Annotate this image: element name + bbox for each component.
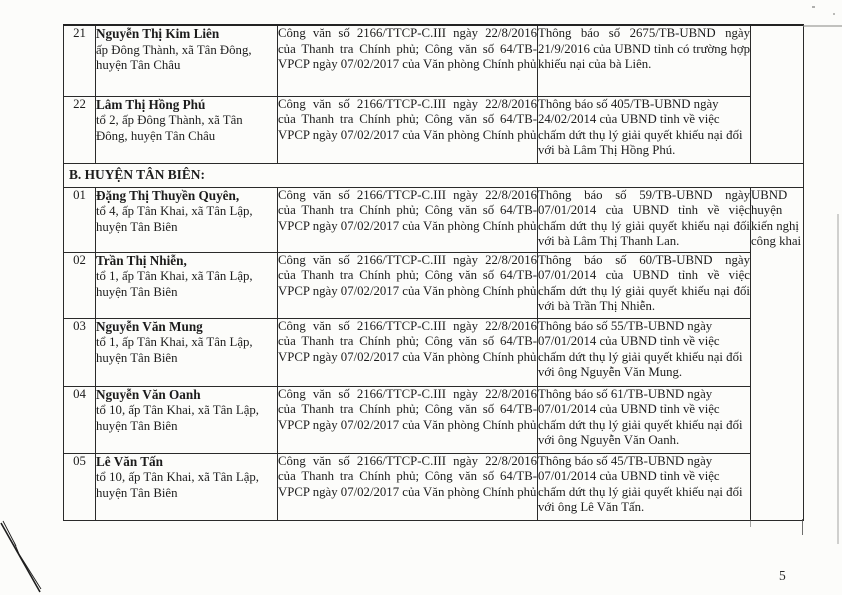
official-letter-cell: Công văn số 2166/TTCP-C.III ngày 22/8/2016 của Thanh tra Chính phủ; Công văn số 64/TB-VPCP ngày 07/02/2017 của Văn phòng Chính phủ (278, 318, 538, 386)
scan-artifact-right-edge (837, 214, 839, 544)
row-number: 04 (64, 386, 96, 453)
scan-artifact-top-line (803, 25, 842, 27)
note-cell-section-a (751, 25, 804, 163)
table-row (64, 453, 804, 520)
table-row (64, 25, 804, 96)
complainant-cell (96, 318, 278, 386)
notice-cell: Thông báo số 61/TB-UBND ngày 07/01/2014 của UBND tỉnh về việc chấm dứt thụ lý giải quyết khiếu nại đối với ông Nguyễn Văn Oanh. (538, 386, 751, 453)
page-number: 5 (779, 568, 786, 583)
table-row (64, 318, 804, 386)
scan-artifact-border-stub (750, 519, 751, 527)
complaint-resolution-table (63, 24, 804, 521)
notice-cell: Thông báo số 55/TB-UBND ngày 07/01/2014 của UBND tỉnh về việc chấm dứt thụ lý giải quyết khiếu nại đối với ông Nguyễn Văn Mung. (538, 318, 751, 386)
complainant-address: tổ 2, ấp Đông Thành, xã Tân Đông, huyện Tân Châu (96, 113, 243, 143)
official-letter-cell: Công văn số 2166/TTCP-C.III ngày 22/8/2016 của Thanh tra Chính phủ; Công văn số 64/TB-VPCP ngày 07/02/2017 của Văn phòng Chính phủ (278, 187, 538, 252)
scan-artifact-border-stub (802, 519, 803, 535)
official-letter-cell: Công văn số 2166/TTCP-C.III ngày 22/8/2016 của Thanh tra Chính phủ; Công văn số 64/TB-VPCP ngày 07/02/2017 của Văn phòng Chính phủ (278, 96, 538, 163)
section-header-row (64, 163, 804, 187)
row-number: 05 (64, 453, 96, 520)
note-cell-section-b: UBND huyện kiến nghị công khai (751, 187, 804, 520)
table-row (64, 386, 804, 453)
notice-cell: Thông báo số 60/TB-UBND ngày 07/01/2014 của UBND tỉnh về việc chấm dứt thụ lý giải quyết khiếu nại đối với bà Trần Thị Nhiễn. (538, 252, 751, 318)
complainant-name: Nguyễn Văn Oanh (96, 386, 201, 402)
section-b-header: B. HUYỆN TÂN BIÊN: (64, 163, 804, 187)
row-number: 22 (64, 96, 96, 163)
complainant-address: tổ 4, ấp Tân Khai, xã Tân Lập, huyện Tân Biên (96, 204, 253, 234)
complainant-cell (96, 96, 278, 163)
complainant-name: Lê Văn Tấn (96, 453, 163, 469)
complainant-address: tổ 10, ấp Tân Khai, xã Tân Lập, huyện Tân Biên (96, 403, 259, 433)
complainant-address: tổ 10, ấp Tân Khai, xã Tân Lập, huyện Tân Biên (96, 470, 259, 500)
scan-artifact-speck (812, 6, 815, 8)
complainant-cell (96, 252, 278, 318)
complainant-cell (96, 453, 278, 520)
notice-cell: Thông báo số 45/TB-UBND ngày 07/01/2014 của UBND tỉnh về việc chấm dứt thụ lý giải quyết khiếu nại đối với ông Lê Văn Tấn. (538, 453, 751, 520)
pen-stroke-mark (0, 520, 60, 595)
scan-artifact-speck (833, 13, 835, 15)
complainant-address: tổ 1, ấp Tân Khai, xã Tân Lập, huyện Tân Biên (96, 335, 253, 365)
complainant-address: tổ 1, ấp Tân Khai, xã Tân Lập, huyện Tân Biên (96, 269, 253, 299)
complainant-name: Nguyễn Thị Kim Liên (96, 26, 220, 41)
complainant-name: Đặng Thị Thuyền Quyên, (96, 187, 240, 203)
official-letter-cell: Công văn số 2166/TTCP-C.III ngày 22/8/2016 của Thanh tra Chính phủ; Công văn số 64/TB-VPCP ngày 07/02/2017 của Văn phòng Chính phủ (278, 453, 538, 520)
notice-cell: Thông báo số 405/TB-UBND ngày 24/02/2014 của UBND tỉnh về việc chấm dứt thụ lý giải quyết khiếu nại đối với bà Lâm Thị Hồng Phú. (538, 96, 751, 163)
row-number: 01 (64, 187, 96, 252)
table-row (64, 252, 804, 318)
complainant-name: Nguyễn Văn Mung (96, 318, 203, 334)
complainant-cell (96, 187, 278, 252)
table-row (64, 187, 804, 252)
complainant-name: Trần Thị Nhiễn, (96, 252, 187, 268)
official-letter-cell: Công văn số 2166/TTCP-C.III ngày 22/8/2016 của Thanh tra Chính phủ; Công văn số 64/TB-VPCP ngày 07/02/2017 của Văn phòng Chính phủ (278, 386, 538, 453)
official-letter-cell: Công văn số 2166/TTCP-C.III ngày 22/8/2016 của Thanh tra Chính phủ; Công văn số 64/TB-VPCP ngày 07/02/2017 của Văn phòng Chính phủ (278, 25, 538, 96)
table-row (64, 96, 804, 163)
complainant-cell (96, 386, 278, 453)
official-letter-cell: Công văn số 2166/TTCP-C.III ngày 22/8/2016 của Thanh tra Chính phủ; Công văn số 64/TB-VPCP ngày 07/02/2017 của Văn phòng Chính phủ (278, 252, 538, 318)
complainant-name: Lâm Thị Hồng Phú (96, 96, 206, 112)
notice-cell: Thông báo số 59/TB-UBND ngày 07/01/2014 của UBND tỉnh về việc chấm dứt thụ lý giải quyết khiếu nại đối với bà Lâm Thị Thanh Lan. (538, 187, 751, 252)
complainant-address: ấp Đông Thành, xã Tân Đông, huyện Tân Châu (96, 42, 252, 73)
row-number: 03 (64, 318, 96, 386)
row-number: 02 (64, 252, 96, 318)
complainant-cell (96, 25, 278, 96)
notice-cell: Thông báo số 2675/TB-UBND ngày 21/9/2016 của UBND tỉnh có trường hợp khiếu nại của bà Liên. (538, 25, 751, 96)
row-number: 21 (64, 25, 96, 96)
